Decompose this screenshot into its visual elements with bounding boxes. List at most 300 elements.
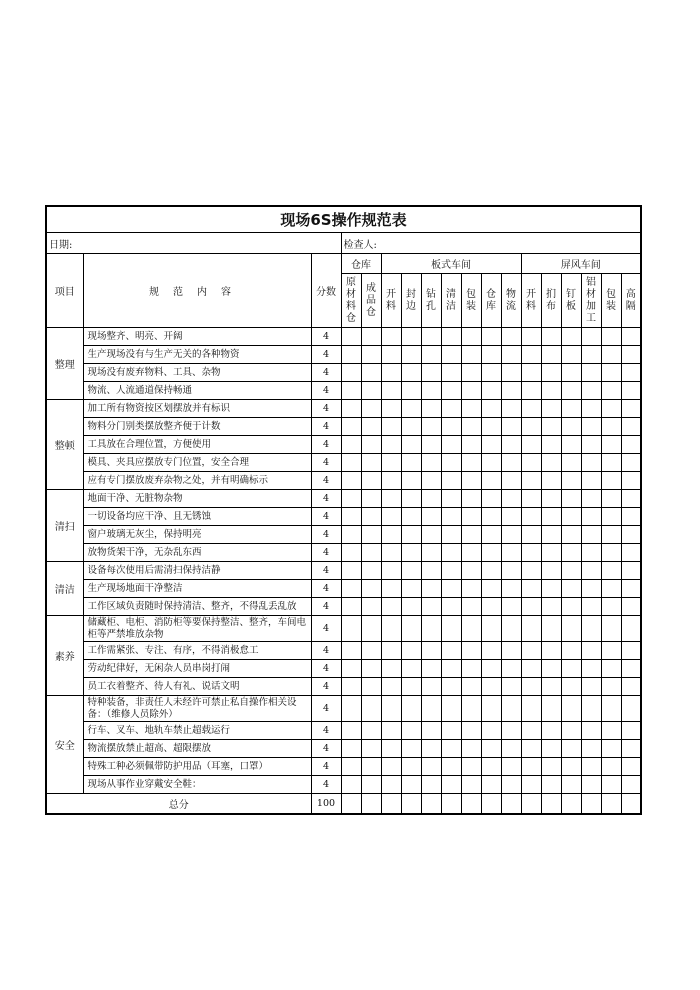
- check-cell[interactable]: [501, 490, 521, 508]
- check-cell[interactable]: [521, 740, 541, 758]
- check-cell[interactable]: [361, 722, 381, 740]
- check-cell[interactable]: [621, 328, 641, 346]
- check-cell[interactable]: [481, 346, 501, 364]
- check-cell[interactable]: [601, 508, 621, 526]
- check-cell[interactable]: [521, 562, 541, 580]
- check-cell[interactable]: [481, 400, 501, 418]
- check-cell[interactable]: [521, 418, 541, 436]
- check-cell[interactable]: [361, 364, 381, 382]
- check-cell[interactable]: [381, 598, 401, 616]
- check-cell[interactable]: [421, 454, 441, 472]
- check-cell[interactable]: [501, 346, 521, 364]
- check-cell[interactable]: [581, 660, 601, 678]
- check-cell[interactable]: [521, 346, 541, 364]
- check-cell[interactable]: [561, 678, 581, 696]
- check-cell[interactable]: [421, 696, 441, 722]
- check-cell[interactable]: [481, 740, 501, 758]
- check-cell[interactable]: [501, 544, 521, 562]
- check-cell[interactable]: [621, 418, 641, 436]
- check-cell[interactable]: [341, 678, 361, 696]
- check-cell[interactable]: [601, 678, 621, 696]
- check-cell[interactable]: [501, 758, 521, 776]
- check-cell[interactable]: [581, 758, 601, 776]
- check-cell[interactable]: [361, 678, 381, 696]
- check-cell[interactable]: [441, 696, 461, 722]
- check-cell[interactable]: [361, 740, 381, 758]
- check-cell[interactable]: [561, 722, 581, 740]
- check-cell[interactable]: [401, 678, 421, 696]
- check-cell[interactable]: [561, 364, 581, 382]
- check-cell[interactable]: [481, 580, 501, 598]
- check-cell[interactable]: [541, 580, 561, 598]
- check-cell[interactable]: [381, 660, 401, 678]
- check-cell[interactable]: [521, 544, 541, 562]
- check-cell[interactable]: [401, 436, 421, 454]
- check-cell[interactable]: [581, 722, 601, 740]
- check-cell[interactable]: [361, 776, 381, 794]
- total-check-cell[interactable]: [361, 794, 381, 814]
- check-cell[interactable]: [361, 328, 381, 346]
- check-cell[interactable]: [441, 454, 461, 472]
- check-cell[interactable]: [601, 526, 621, 544]
- check-cell[interactable]: [581, 642, 601, 660]
- check-cell[interactable]: [621, 400, 641, 418]
- check-cell[interactable]: [601, 722, 621, 740]
- check-cell[interactable]: [521, 508, 541, 526]
- check-cell[interactable]: [381, 740, 401, 758]
- check-cell[interactable]: [621, 490, 641, 508]
- check-cell[interactable]: [421, 400, 441, 418]
- check-cell[interactable]: [481, 696, 501, 722]
- check-cell[interactable]: [401, 562, 421, 580]
- check-cell[interactable]: [461, 472, 481, 490]
- check-cell[interactable]: [541, 758, 561, 776]
- check-cell[interactable]: [581, 508, 601, 526]
- check-cell[interactable]: [461, 642, 481, 660]
- check-cell[interactable]: [441, 616, 461, 642]
- check-cell[interactable]: [541, 436, 561, 454]
- check-cell[interactable]: [421, 382, 441, 400]
- check-cell[interactable]: [361, 758, 381, 776]
- check-cell[interactable]: [381, 382, 401, 400]
- check-cell[interactable]: [481, 328, 501, 346]
- check-cell[interactable]: [521, 722, 541, 740]
- check-cell[interactable]: [401, 598, 421, 616]
- check-cell[interactable]: [441, 758, 461, 776]
- check-cell[interactable]: [421, 526, 441, 544]
- check-cell[interactable]: [401, 544, 421, 562]
- check-cell[interactable]: [481, 722, 501, 740]
- check-cell[interactable]: [501, 328, 521, 346]
- check-cell[interactable]: [621, 678, 641, 696]
- check-cell[interactable]: [361, 418, 381, 436]
- check-cell[interactable]: [481, 382, 501, 400]
- check-cell[interactable]: [401, 382, 421, 400]
- check-cell[interactable]: [441, 544, 461, 562]
- check-cell[interactable]: [441, 472, 461, 490]
- check-cell[interactable]: [381, 364, 401, 382]
- check-cell[interactable]: [601, 436, 621, 454]
- check-cell[interactable]: [501, 678, 521, 696]
- check-cell[interactable]: [621, 616, 641, 642]
- check-cell[interactable]: [481, 660, 501, 678]
- check-cell[interactable]: [521, 526, 541, 544]
- check-cell[interactable]: [561, 740, 581, 758]
- check-cell[interactable]: [501, 660, 521, 678]
- total-check-cell[interactable]: [501, 794, 521, 814]
- check-cell[interactable]: [421, 544, 441, 562]
- check-cell[interactable]: [381, 436, 401, 454]
- check-cell[interactable]: [441, 660, 461, 678]
- check-cell[interactable]: [401, 642, 421, 660]
- check-cell[interactable]: [421, 436, 441, 454]
- check-cell[interactable]: [561, 580, 581, 598]
- check-cell[interactable]: [581, 364, 601, 382]
- check-cell[interactable]: [381, 758, 401, 776]
- check-cell[interactable]: [601, 696, 621, 722]
- check-cell[interactable]: [621, 454, 641, 472]
- check-cell[interactable]: [461, 346, 481, 364]
- check-cell[interactable]: [401, 454, 421, 472]
- check-cell[interactable]: [521, 678, 541, 696]
- check-cell[interactable]: [561, 382, 581, 400]
- check-cell[interactable]: [441, 580, 461, 598]
- check-cell[interactable]: [481, 418, 501, 436]
- check-cell[interactable]: [521, 328, 541, 346]
- check-cell[interactable]: [521, 660, 541, 678]
- check-cell[interactable]: [581, 346, 601, 364]
- check-cell[interactable]: [401, 696, 421, 722]
- total-check-cell[interactable]: [421, 794, 441, 814]
- check-cell[interactable]: [341, 544, 361, 562]
- check-cell[interactable]: [541, 454, 561, 472]
- check-cell[interactable]: [421, 472, 441, 490]
- check-cell[interactable]: [361, 696, 381, 722]
- check-cell[interactable]: [581, 544, 601, 562]
- check-cell[interactable]: [541, 616, 561, 642]
- check-cell[interactable]: [481, 758, 501, 776]
- check-cell[interactable]: [601, 472, 621, 490]
- check-cell[interactable]: [381, 776, 401, 794]
- check-cell[interactable]: [521, 454, 541, 472]
- check-cell[interactable]: [601, 642, 621, 660]
- check-cell[interactable]: [421, 328, 441, 346]
- check-cell[interactable]: [501, 436, 521, 454]
- check-cell[interactable]: [341, 776, 361, 794]
- check-cell[interactable]: [621, 544, 641, 562]
- check-cell[interactable]: [461, 382, 481, 400]
- check-cell[interactable]: [581, 400, 601, 418]
- check-cell[interactable]: [401, 616, 421, 642]
- total-check-cell[interactable]: [341, 794, 361, 814]
- check-cell[interactable]: [581, 526, 601, 544]
- check-cell[interactable]: [541, 472, 561, 490]
- check-cell[interactable]: [521, 642, 541, 660]
- check-cell[interactable]: [401, 776, 421, 794]
- check-cell[interactable]: [441, 678, 461, 696]
- check-cell[interactable]: [601, 454, 621, 472]
- check-cell[interactable]: [461, 616, 481, 642]
- check-cell[interactable]: [461, 722, 481, 740]
- check-cell[interactable]: [601, 418, 621, 436]
- check-cell[interactable]: [461, 696, 481, 722]
- check-cell[interactable]: [501, 740, 521, 758]
- check-cell[interactable]: [401, 328, 421, 346]
- check-cell[interactable]: [621, 598, 641, 616]
- check-cell[interactable]: [441, 508, 461, 526]
- check-cell[interactable]: [501, 598, 521, 616]
- check-cell[interactable]: [541, 660, 561, 678]
- check-cell[interactable]: [381, 678, 401, 696]
- check-cell[interactable]: [621, 660, 641, 678]
- check-cell[interactable]: [541, 364, 561, 382]
- check-cell[interactable]: [461, 418, 481, 436]
- check-cell[interactable]: [541, 562, 561, 580]
- check-cell[interactable]: [341, 454, 361, 472]
- check-cell[interactable]: [401, 526, 421, 544]
- check-cell[interactable]: [521, 436, 541, 454]
- check-cell[interactable]: [581, 454, 601, 472]
- check-cell[interactable]: [601, 400, 621, 418]
- check-cell[interactable]: [581, 418, 601, 436]
- check-cell[interactable]: [361, 642, 381, 660]
- check-cell[interactable]: [541, 490, 561, 508]
- check-cell[interactable]: [381, 526, 401, 544]
- check-cell[interactable]: [541, 544, 561, 562]
- check-cell[interactable]: [361, 346, 381, 364]
- check-cell[interactable]: [421, 660, 441, 678]
- check-cell[interactable]: [621, 580, 641, 598]
- check-cell[interactable]: [561, 508, 581, 526]
- check-cell[interactable]: [421, 562, 441, 580]
- total-check-cell[interactable]: [381, 794, 401, 814]
- check-cell[interactable]: [501, 418, 521, 436]
- check-cell[interactable]: [421, 418, 441, 436]
- check-cell[interactable]: [401, 508, 421, 526]
- check-cell[interactable]: [341, 660, 361, 678]
- check-cell[interactable]: [441, 418, 461, 436]
- check-cell[interactable]: [461, 454, 481, 472]
- check-cell[interactable]: [481, 454, 501, 472]
- check-cell[interactable]: [601, 328, 621, 346]
- check-cell[interactable]: [561, 562, 581, 580]
- check-cell[interactable]: [481, 776, 501, 794]
- check-cell[interactable]: [381, 642, 401, 660]
- check-cell[interactable]: [501, 454, 521, 472]
- check-cell[interactable]: [361, 562, 381, 580]
- check-cell[interactable]: [561, 598, 581, 616]
- check-cell[interactable]: [441, 598, 461, 616]
- check-cell[interactable]: [361, 616, 381, 642]
- check-cell[interactable]: [621, 472, 641, 490]
- check-cell[interactable]: [441, 436, 461, 454]
- check-cell[interactable]: [541, 740, 561, 758]
- check-cell[interactable]: [521, 758, 541, 776]
- check-cell[interactable]: [581, 328, 601, 346]
- check-cell[interactable]: [481, 364, 501, 382]
- check-cell[interactable]: [541, 328, 561, 346]
- check-cell[interactable]: [441, 526, 461, 544]
- check-cell[interactable]: [481, 526, 501, 544]
- check-cell[interactable]: [381, 490, 401, 508]
- check-cell[interactable]: [541, 418, 561, 436]
- check-cell[interactable]: [561, 696, 581, 722]
- check-cell[interactable]: [601, 490, 621, 508]
- check-cell[interactable]: [501, 508, 521, 526]
- check-cell[interactable]: [361, 472, 381, 490]
- check-cell[interactable]: [521, 490, 541, 508]
- check-cell[interactable]: [401, 400, 421, 418]
- check-cell[interactable]: [461, 328, 481, 346]
- check-cell[interactable]: [581, 616, 601, 642]
- check-cell[interactable]: [381, 508, 401, 526]
- check-cell[interactable]: [521, 382, 541, 400]
- check-cell[interactable]: [461, 364, 481, 382]
- check-cell[interactable]: [581, 472, 601, 490]
- check-cell[interactable]: [461, 400, 481, 418]
- check-cell[interactable]: [461, 776, 481, 794]
- check-cell[interactable]: [381, 722, 401, 740]
- check-cell[interactable]: [501, 696, 521, 722]
- check-cell[interactable]: [341, 616, 361, 642]
- check-cell[interactable]: [341, 580, 361, 598]
- check-cell[interactable]: [501, 382, 521, 400]
- check-cell[interactable]: [461, 678, 481, 696]
- check-cell[interactable]: [341, 562, 361, 580]
- check-cell[interactable]: [401, 758, 421, 776]
- check-cell[interactable]: [601, 346, 621, 364]
- check-cell[interactable]: [561, 436, 581, 454]
- check-cell[interactable]: [621, 346, 641, 364]
- check-cell[interactable]: [341, 328, 361, 346]
- check-cell[interactable]: [501, 642, 521, 660]
- check-cell[interactable]: [621, 722, 641, 740]
- check-cell[interactable]: [481, 616, 501, 642]
- check-cell[interactable]: [341, 472, 361, 490]
- check-cell[interactable]: [361, 490, 381, 508]
- check-cell[interactable]: [501, 562, 521, 580]
- check-cell[interactable]: [401, 660, 421, 678]
- check-cell[interactable]: [341, 346, 361, 364]
- check-cell[interactable]: [501, 400, 521, 418]
- check-cell[interactable]: [341, 642, 361, 660]
- total-check-cell[interactable]: [561, 794, 581, 814]
- check-cell[interactable]: [481, 508, 501, 526]
- check-cell[interactable]: [581, 382, 601, 400]
- check-cell[interactable]: [341, 508, 361, 526]
- check-cell[interactable]: [461, 490, 481, 508]
- check-cell[interactable]: [581, 740, 601, 758]
- check-cell[interactable]: [341, 490, 361, 508]
- check-cell[interactable]: [481, 490, 501, 508]
- check-cell[interactable]: [341, 418, 361, 436]
- check-cell[interactable]: [421, 616, 441, 642]
- total-check-cell[interactable]: [521, 794, 541, 814]
- check-cell[interactable]: [621, 740, 641, 758]
- check-cell[interactable]: [421, 346, 441, 364]
- check-cell[interactable]: [441, 328, 461, 346]
- check-cell[interactable]: [561, 642, 581, 660]
- check-cell[interactable]: [501, 526, 521, 544]
- check-cell[interactable]: [561, 328, 581, 346]
- check-cell[interactable]: [521, 472, 541, 490]
- check-cell[interactable]: [361, 544, 381, 562]
- check-cell[interactable]: [601, 598, 621, 616]
- check-cell[interactable]: [501, 580, 521, 598]
- check-cell[interactable]: [341, 364, 361, 382]
- check-cell[interactable]: [481, 678, 501, 696]
- check-cell[interactable]: [601, 382, 621, 400]
- check-cell[interactable]: [481, 472, 501, 490]
- check-cell[interactable]: [421, 580, 441, 598]
- check-cell[interactable]: [621, 526, 641, 544]
- check-cell[interactable]: [421, 508, 441, 526]
- check-cell[interactable]: [501, 776, 521, 794]
- check-cell[interactable]: [541, 400, 561, 418]
- check-cell[interactable]: [401, 580, 421, 598]
- total-check-cell[interactable]: [401, 794, 421, 814]
- check-cell[interactable]: [381, 454, 401, 472]
- check-cell[interactable]: [521, 616, 541, 642]
- check-cell[interactable]: [601, 776, 621, 794]
- check-cell[interactable]: [461, 758, 481, 776]
- check-cell[interactable]: [541, 642, 561, 660]
- check-cell[interactable]: [421, 740, 441, 758]
- check-cell[interactable]: [561, 758, 581, 776]
- check-cell[interactable]: [621, 382, 641, 400]
- check-cell[interactable]: [521, 776, 541, 794]
- check-cell[interactable]: [401, 490, 421, 508]
- check-cell[interactable]: [381, 328, 401, 346]
- check-cell[interactable]: [601, 544, 621, 562]
- check-cell[interactable]: [421, 776, 441, 794]
- check-cell[interactable]: [461, 562, 481, 580]
- check-cell[interactable]: [481, 544, 501, 562]
- check-cell[interactable]: [581, 580, 601, 598]
- check-cell[interactable]: [421, 642, 441, 660]
- check-cell[interactable]: [461, 580, 481, 598]
- check-cell[interactable]: [541, 526, 561, 544]
- check-cell[interactable]: [561, 418, 581, 436]
- check-cell[interactable]: [381, 696, 401, 722]
- check-cell[interactable]: [561, 616, 581, 642]
- total-check-cell[interactable]: [461, 794, 481, 814]
- check-cell[interactable]: [461, 660, 481, 678]
- check-cell[interactable]: [521, 598, 541, 616]
- check-cell[interactable]: [581, 598, 601, 616]
- check-cell[interactable]: [621, 436, 641, 454]
- check-cell[interactable]: [561, 490, 581, 508]
- check-cell[interactable]: [481, 642, 501, 660]
- check-cell[interactable]: [601, 660, 621, 678]
- check-cell[interactable]: [501, 364, 521, 382]
- check-cell[interactable]: [381, 346, 401, 364]
- check-cell[interactable]: [441, 642, 461, 660]
- check-cell[interactable]: [621, 562, 641, 580]
- check-cell[interactable]: [361, 508, 381, 526]
- check-cell[interactable]: [441, 740, 461, 758]
- total-check-cell[interactable]: [621, 794, 641, 814]
- check-cell[interactable]: [581, 436, 601, 454]
- check-cell[interactable]: [481, 562, 501, 580]
- check-cell[interactable]: [561, 400, 581, 418]
- check-cell[interactable]: [341, 740, 361, 758]
- check-cell[interactable]: [381, 472, 401, 490]
- check-cell[interactable]: [381, 616, 401, 642]
- total-check-cell[interactable]: [581, 794, 601, 814]
- total-check-cell[interactable]: [601, 794, 621, 814]
- check-cell[interactable]: [621, 696, 641, 722]
